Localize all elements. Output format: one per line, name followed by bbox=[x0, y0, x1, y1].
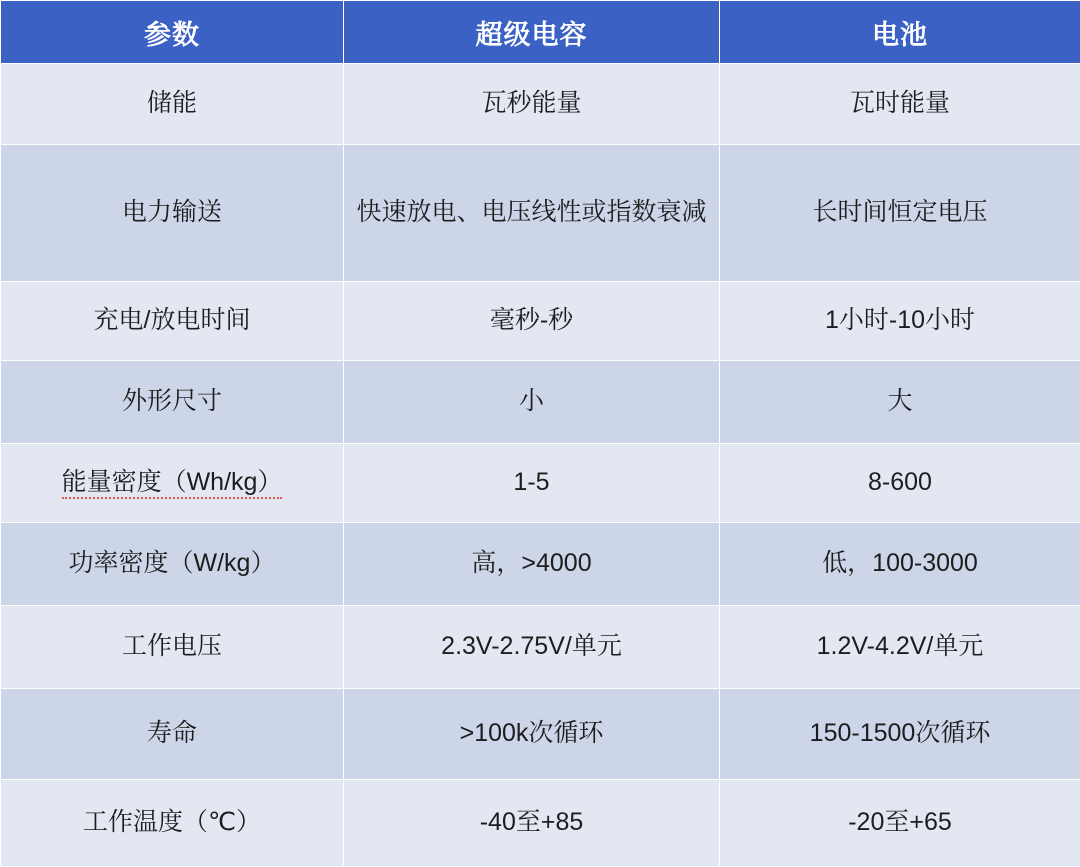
table-row bbox=[1, 606, 1080, 689]
cell-battery: 大 bbox=[720, 361, 1080, 444]
cell-parameter bbox=[1, 444, 344, 523]
table-row bbox=[1, 780, 1080, 867]
cell-supercapacitor: 毫秒-秒 bbox=[344, 282, 720, 361]
cell-parameter: 储能 bbox=[1, 64, 344, 145]
cell-supercapacitor: 2.3V-2.75V/单元 bbox=[344, 606, 720, 689]
cell-battery: -20至+65 bbox=[720, 780, 1080, 867]
cell-supercapacitor: >100k次循环 bbox=[344, 689, 720, 780]
cell-supercapacitor: 瓦秒能量 bbox=[344, 64, 720, 145]
cell-parameter: 电力输送 bbox=[1, 145, 344, 282]
table-body bbox=[1, 64, 1080, 867]
cell-parameter: 外形尺寸 bbox=[1, 361, 344, 444]
table-row bbox=[1, 64, 1080, 145]
cell-parameter: 工作电压 bbox=[1, 606, 344, 689]
cell-battery: 长时间恒定电压 bbox=[720, 145, 1080, 282]
cell-parameter: 工作温度（℃） bbox=[1, 780, 344, 867]
table-row bbox=[1, 145, 1080, 282]
header-row bbox=[1, 1, 1080, 64]
cell-battery: 1.2V-4.2V/单元 bbox=[720, 606, 1080, 689]
cell-battery: 低，100-3000 bbox=[720, 523, 1080, 606]
cell-supercapacitor: 高，>4000 bbox=[344, 523, 720, 606]
table-row bbox=[1, 689, 1080, 780]
cell-battery: 8-600 bbox=[720, 444, 1080, 523]
table-row bbox=[1, 523, 1080, 606]
table-row bbox=[1, 361, 1080, 444]
cell-parameter: 功率密度（W/kg） bbox=[1, 523, 344, 606]
table-row bbox=[1, 444, 1080, 523]
cell-supercapacitor: 小 bbox=[344, 361, 720, 444]
cell-supercapacitor: 快速放电、电压线性或指数衰减 bbox=[344, 145, 720, 282]
table-row bbox=[1, 282, 1080, 361]
cell-parameter-text: 能量密度（Wh/kg） bbox=[62, 468, 283, 499]
cell-supercapacitor: 1-5 bbox=[344, 444, 720, 523]
cell-parameter: 充电/放电时间 bbox=[1, 282, 344, 361]
cell-supercapacitor: -40至+85 bbox=[344, 780, 720, 867]
cell-battery: 150-1500次循环 bbox=[720, 689, 1080, 780]
cell-parameter: 寿命 bbox=[1, 689, 344, 780]
table-header bbox=[1, 1, 1080, 64]
column-header-battery: 电池 bbox=[720, 1, 1080, 64]
cell-battery: 瓦时能量 bbox=[720, 64, 1080, 145]
column-header-parameter: 参数 bbox=[1, 1, 344, 64]
column-header-supercapacitor: 超级电容 bbox=[344, 1, 720, 64]
cell-battery: 1小时-10小时 bbox=[720, 282, 1080, 361]
